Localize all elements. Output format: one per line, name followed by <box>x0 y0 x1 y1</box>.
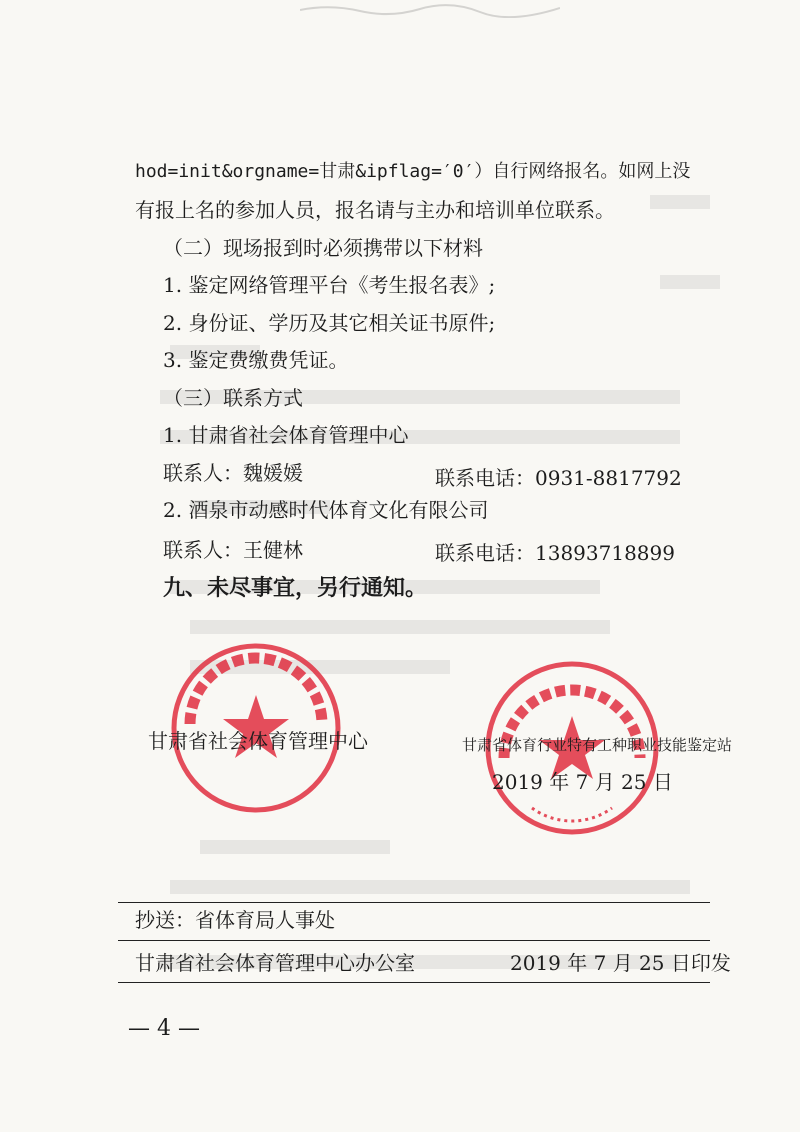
section-heading-contact: （三）联系方式 <box>163 386 303 410</box>
signature-date: 2019 年 7 月 25 日 <box>492 770 673 794</box>
contact-org-2: 2. 酒泉市动感时代体育文化有限公司 <box>163 498 489 522</box>
text-line-registration-note: 有报上名的参加人员，报名请与主办和培训单位联系。 <box>135 198 615 222</box>
page-number: — 4 — <box>128 1016 200 1041</box>
footer-issue-date: 2019 年 7 月 25 日印发 <box>510 951 731 975</box>
seal-left-stamp <box>168 640 344 816</box>
footer-issuer: 甘肃省社会体育管理中心办公室 <box>135 951 415 975</box>
contact-org-1: 1. 甘肃省社会体育管理中心 <box>163 423 409 447</box>
contact-phone-1: 联系电话：0931-8817792 <box>435 466 682 490</box>
contact-person-2: 联系人：王健林 <box>163 538 303 562</box>
list-item-registration-form: 1. 鉴定网络管理平台《考生报名表》; <box>163 273 496 297</box>
footer-cc: 抄送：省体育局人事处 <box>135 908 335 932</box>
text-line-url-continuation: hod=init&orgname=甘肃&ipflag=′0′）自行网络报名。如网上没 <box>135 161 691 182</box>
list-item-id-documents: 2. 身份证、学历及其它相关证书原件; <box>163 311 496 335</box>
signature-org-right: 甘肃省体育行业特有工种职业技能鉴定站 <box>462 736 733 754</box>
contact-phone-2: 联系电话：13893718899 <box>435 541 675 565</box>
list-item-fee-receipt: 3. 鉴定费缴费凭证。 <box>163 348 349 372</box>
footer-middle-rule <box>118 940 710 941</box>
section-heading-other-matters: 九、未尽事宜，另行通知。 <box>163 576 428 601</box>
footer-top-rule <box>118 902 710 903</box>
signature-org-left: 甘肃省社会体育管理中心 <box>148 729 368 753</box>
contact-person-1: 联系人：魏媛媛 <box>163 461 303 485</box>
section-heading-materials: （二）现场报到时必须携带以下材料 <box>163 236 483 260</box>
scan-artifact <box>300 0 560 18</box>
footer-bottom-rule <box>118 982 710 983</box>
